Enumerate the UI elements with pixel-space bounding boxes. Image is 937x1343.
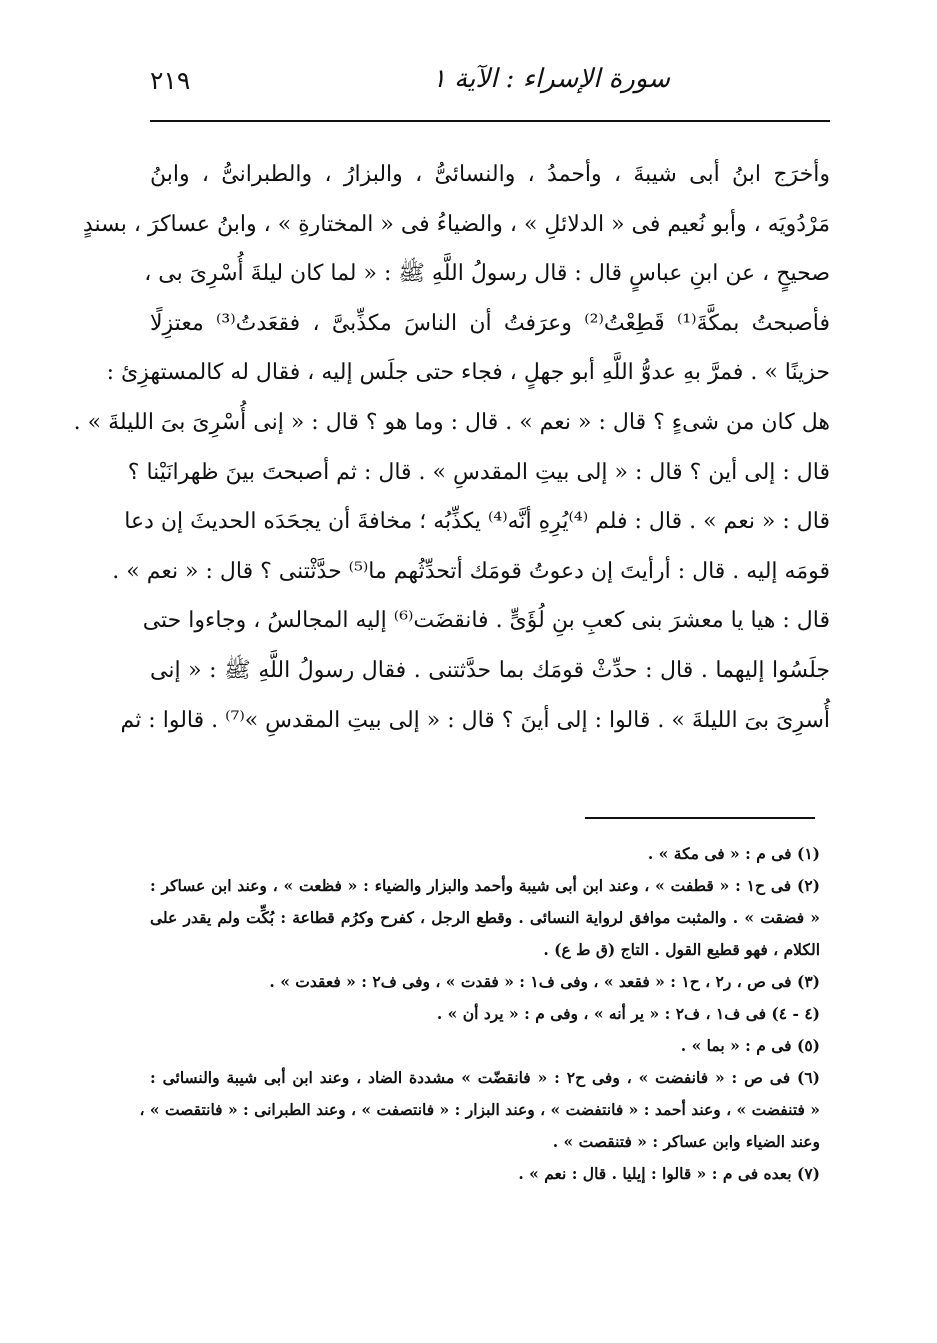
page-number: ٢١٩ xyxy=(150,66,191,95)
footnote-line: (٢) فى ح١ : « قطفت » ، وعند ابن أبى شيبة وأحمد والبزار والضياء : « فظعت » ، وعند ابن عساكر : xyxy=(150,876,820,895)
footnote-line: « فضقت » . والمثبت موافق لرواية النسائى . وقطع الرجل ، كفرح وكرُم قطاعة : بُكِّت ولم يقدر على xyxy=(150,908,820,927)
text-line: مَرْدُويَه ، وأبو نُعيم فى « الدلائلِ » ، والضياءُ فى « المختارةِ » ، وابنُ عساكرَ ، بسندٍ xyxy=(82,211,830,237)
header-rule xyxy=(150,120,830,122)
footnote-line: (٥) فى م : « بما » . xyxy=(680,1036,820,1055)
footnote-line: (١) فى م : « فى مكة » . xyxy=(647,844,820,863)
footnotes xyxy=(139,838,821,1190)
text-line: فأصبحتُ بمكَّةَ⁽¹⁾ قَطِعْتُ⁽²⁾ وعرَفتُ أن الناسَ مكذِّبىَّ ، فقعَدتُ⁽³⁾ معتزِلًا xyxy=(150,310,830,336)
text-line: صحيحٍ ، عن ابنِ عباسٍ قال : قال رسولُ اللَّهِ ﷺ : « لما كان ليلةَ أُسْرِىَ بى ، xyxy=(144,261,830,287)
text-line: وأخرَج ابنُ أبى شيبةَ ، وأحمدُ ، والنسائىُّ ، والبزارُ ، والطبرانىُّ ، وابنُ xyxy=(150,162,830,187)
running-title: سورة الإسراء : الآية ١ xyxy=(431,64,670,94)
main-text xyxy=(73,150,830,745)
footnote-line: (٣) فى ص ، ر٢ ، ح١ : « فقعد » ، وفى ف١ : « فقدت » ، وفى ف٢ : « فعقدت » . xyxy=(269,972,820,991)
text-line: قومَه إليه . قال : أرأيتَ إن دعوتُ قومَك أتحدِّثُهم ما⁽⁵⁾ حدَّثْتنى ؟ قال : « نعم » . xyxy=(112,558,830,584)
footnote-line: وعند الضياء وابن عساكر : « فتنقصت » . xyxy=(552,1132,820,1151)
text-line: قال : إلى أين ؟ قال : « إلى بيتِ المقدسِ » . قال : ثم أصبحتَ بينَ ظهرانَيْنا ؟ xyxy=(127,459,830,485)
footnote-rule xyxy=(585,817,815,819)
text-line: هل كان من شىءٍ ؟ قال : « نعم » . قال : وما هو ؟ قال : « إنى أُسْرِىَ بىَ الليلةَ » . xyxy=(73,409,830,435)
footnote-line: (٤ - ٤) فى ف١ ، ف٢ : « ير أنه » ، وفى م : « يرد أن » . xyxy=(436,1004,820,1023)
footnote-line: « فتنفضت » ، وعند أحمد : « فانتفضت » ، وعند البزار : « فانتصفت » ، وعند الطبرانى : « فانتقصت » ، xyxy=(139,1100,820,1119)
text-line: حزينًا » . فمرَّ بهِ عدوُّ اللَّهِ أبو جهلٍ ، فجاء حتى جلَس إليه ، فقال له كالمستهزِئ : xyxy=(106,360,830,386)
footnote-line: (٧) بعده فى م : « قالوا : إيليا . قال : نعم » . xyxy=(518,1164,820,1183)
text-line: أُسرِىَ بىَ الليلةَ » . قالوا : إلى أينَ ؟ قال : « إلى بيتِ المقدسِ »⁽⁷⁾ . قالوا : ثم xyxy=(120,707,830,733)
text-line: قال : هيا يا معشرَ بنى كعبِ بنِ لُؤَىٍّ . فانقضَت⁽⁶⁾ إليه المجالسُ ، وجاءوا حتى xyxy=(142,608,830,634)
footnote-line: الكلام ، فهو قطيع القول . التاج (ق ط ع) . xyxy=(543,940,820,959)
text-line: قال : « نعم » . قال : فلم ⁽⁴⁾يُرِهِ أنَّه⁽⁴⁾ يكذِّبُه ؛ مخافةَ أن يجحَدَه الحديثَ إن دعا xyxy=(124,509,830,535)
page-header xyxy=(150,62,830,112)
footnote-line: (٦) فى ص : « فانفضت » ، وفى ح٢ : « فانقضّت » مشددة الضاد ، وعند ابن أبى شيبة والنسائى : xyxy=(150,1068,821,1087)
text-line: جلَسُوا إليهما . قال : حدِّثْ قومَك بما حدَّثتنى . فقال رسولُ اللَّهِ ﷺ : « إنى xyxy=(150,657,830,683)
